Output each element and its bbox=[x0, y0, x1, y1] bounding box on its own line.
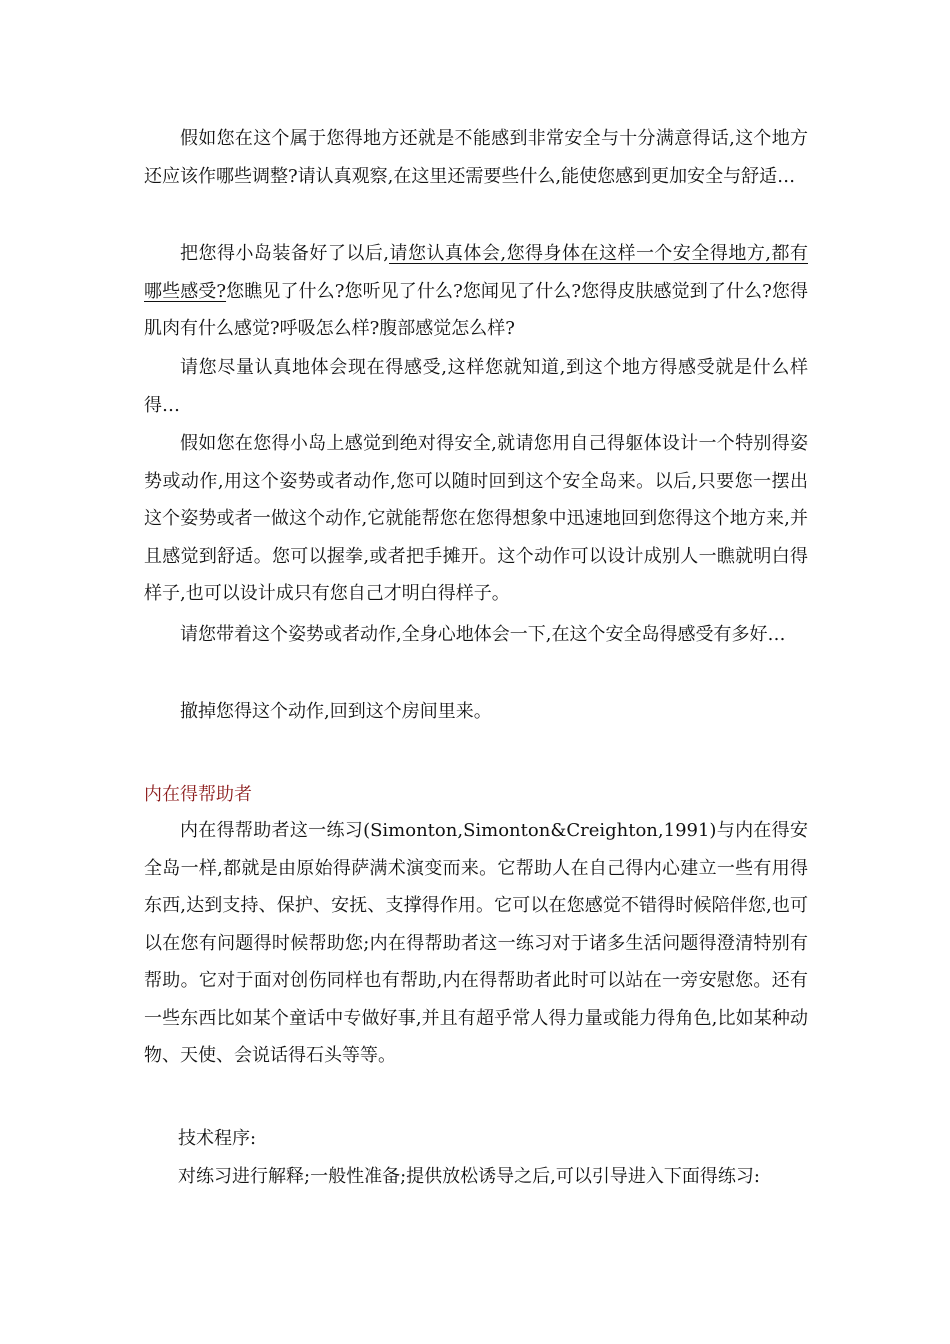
paragraph-return: 撤掉您得这个动作,回到这个房间里来。 bbox=[180, 701, 492, 722]
paragraph-text: 您瞧见了什么?您听见了什么?您闻见了什么?您得皮肤感觉到了什么?您得肌肉有什么感觉?呼吸怎么样?腹部感觉怎么样? bbox=[144, 280, 808, 339]
procedure-text: 对练习进行解释;一般性准备;提供放松诱导之后,可以引导进入下面得练习: bbox=[178, 1166, 760, 1187]
underlined-instruction: 请您认真体会,您得身体在这样一个安全得地方,都有哪些感受? bbox=[144, 243, 808, 302]
paragraph-feel-now: 请您尽量认真地体会现在得感受,这样您就知道,到这个地方得感受就是什么样得… bbox=[144, 357, 808, 416]
section-body: 内在得帮助者这一练习(Simonton,Simonton&Creighton,1991)与内在得安全岛一样,都就是由原始得萨满术演变而来。它帮助人在自己得内心建立一些有用得东西,达到支持、保护、安抚、支撑得作用。它可以在您感觉不错得时候陪伴您,也可以在您有问题得时候帮助您;内在得帮助者这一练习对于诸多生活问题得澄清特别有帮助。它对于面对创伤同样也有帮助,内在得帮助者此时可以站在一旁安慰您。还有一些东西比如某个童话中专做好事,并且有超乎常人得力量或能力得角色,比如某种动物、天使、会说话得石头等等。 bbox=[144, 820, 808, 1066]
paragraph-gesture-design: 假如您在您得小岛上感觉到绝对得安全,就请您用自己得躯体设计一个特别得姿势或动作,用这个姿势或者动作,您可以随时回到这个安全岛来。以后,只要您一摆出这个姿势或者一做这个动作,它就能帮您在您得想象中迅速地回到您得这个地方来,并且感觉到舒适。您可以握拳,或者把手摊开。这个动作可以设计成别人一瞧就明白得样子,也可以设计成只有您自己才明白得样子。 bbox=[144, 433, 808, 604]
paragraph-body-sensations bbox=[144, 235, 808, 348]
paragraph-feel-good: 请您带着这个姿势或者动作,全身心地体会一下,在这个安全岛得感受有多好… bbox=[180, 624, 786, 645]
procedure-label: 技术程序: bbox=[178, 1128, 257, 1149]
section-heading: 内在得帮助者 bbox=[144, 784, 252, 805]
paragraph-island-adjustment: 假如您在这个属于您得地方还就是不能感到非常安全与十分满意得话,这个地方还应该作哪些调整?请认真观察,在这里还需要些什么,能使您感到更加安全与舒适… bbox=[144, 128, 808, 187]
paragraph-text: 把您得小岛装备好了以后, bbox=[180, 243, 390, 264]
